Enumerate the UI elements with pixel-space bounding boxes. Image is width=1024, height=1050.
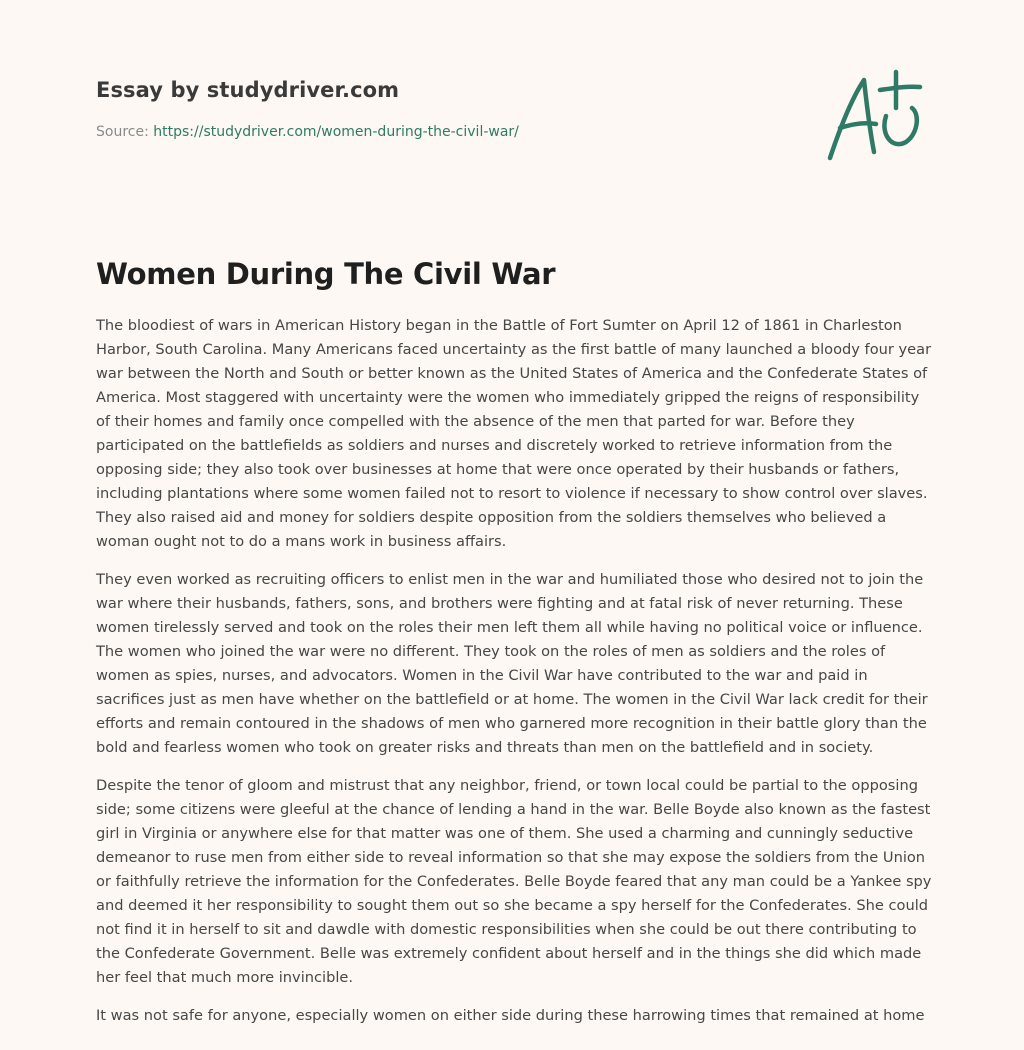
essay-paragraph: The bloodiest of wars in American History began in the Battle of Fort Sumter on April 12 of 1861 in Charleston Harbor, South Carolina. Many Americans faced uncertainty as the first battle of many launched a bloody four year war between the North and South or better known as the United States of America and the Confederate States of America. Most staggered with uncertainty were the women who immediately gripped the reigns of responsibility of their homes and family once compelled with the absence of the men that parted for war. Before they participated on the battlefields as soldiers and nurses and discretely worked to retrieve information from the opposing side; they also took over businesses at home that were once operated by their husbands or fathers, including plantations where some women failed not to resort to violence if necessary to show control over slaves. They also raised aid and money for soldiers despite opposition from the soldiers themselves who believed a woman ought not to do a mans work in business affairs. bbox=[96, 317, 932, 550]
source-line bbox=[96, 122, 519, 142]
source-label: Source: bbox=[96, 124, 149, 140]
essay-paragraph: It was not safe for anyone, especially women on either side during these harrowing times that remained at home bbox=[96, 1007, 925, 1024]
brand-title: Essay by studydriver.com bbox=[96, 78, 400, 102]
essay-body bbox=[96, 314, 932, 1042]
essay-paragraph: Despite the tenor of gloom and mistrust that any neighbor, friend, or town local could be partial to the opposing side; some citizens were gleeful at the chance of lending a hand in the war. Belle Boyde also known as the fastest girl in Virginia or anywhere else for that matter was one of them. She used a charming and cunningly seductive demeanor to ruse men from either side to reveal information so that she may expose the soldiers from the Union or faithfully retrieve the information for the Confederates. Belle Boyde feared that any man could be a Yankee spy and deemed it her responsibility to sought them out so she became a spy herself for the Confederates. She could not find it in herself to sit and dawdle with domestic responsibilities when she could be out there contributing to the Confederate Government. Belle was extremely confident about herself and in the things she did which made her feel that much more invincible. bbox=[96, 777, 932, 986]
page-header bbox=[96, 76, 519, 142]
source-link[interactable]: https://studydriver.com/women-during-the-civil-war/ bbox=[153, 124, 519, 140]
essay-paragraph: They even worked as recruiting officers to enlist men in the war and humiliated those who desired not to join the war where their husbands, fathers, sons, and brothers were fighting and at fatal risk of never returning. These women tirelessly served and took on the roles their men left them all while having no political voice or influence. The women who joined the war were no different. They took on the roles of men as soldiers and the roles of women as spies, nurses, and advocators. Women in the Civil War have contributed to the war and paid in sacrifices just as men have whether on the battlefield or at home. The women in the Civil War lack credit for their efforts and remain contoured in the shadows of men who garnered more recognition in their battle glory than the bold and fearless women who took on greater risks and threats than men on the battlefield and in society. bbox=[96, 571, 928, 756]
essay-title: Women During The Civil War bbox=[96, 257, 556, 291]
a-plus-logo-icon bbox=[820, 68, 930, 164]
